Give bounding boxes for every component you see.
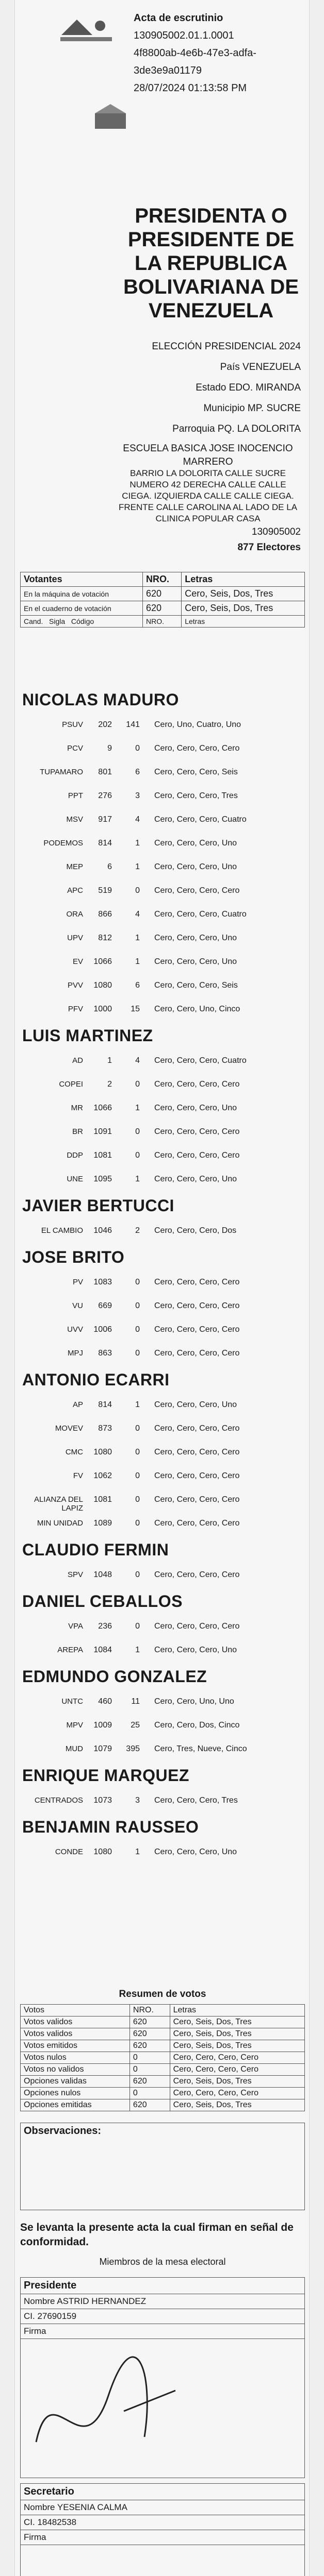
res-text: Cero, Cero, Cero, Cero bbox=[170, 2052, 304, 2064]
party-votes: 0 bbox=[135, 1080, 140, 1089]
res-h1: Votos bbox=[21, 2005, 130, 2016]
party-votes: 0 bbox=[135, 1448, 140, 1456]
cne-logo bbox=[56, 14, 118, 45]
res-num: 620 bbox=[129, 2076, 170, 2088]
resumen-row bbox=[21, 2088, 305, 2099]
party-row bbox=[15, 785, 310, 810]
party-votes: 15 bbox=[131, 1005, 140, 1013]
candidate-name: CLAUDIO FERMIN bbox=[22, 1540, 169, 1559]
res-num: 620 bbox=[129, 2028, 170, 2040]
party-votes-text: Cero, Cero, Cero, Cero bbox=[154, 1080, 240, 1089]
party-row bbox=[15, 1513, 310, 1537]
party-sigla: VPA bbox=[68, 1622, 83, 1631]
acta-id-line1: 130905002.01.1.0001 bbox=[134, 30, 234, 41]
party-votes-text: Cero, Cero, Cero, Cero bbox=[154, 1349, 240, 1358]
col-nro: NRO. bbox=[142, 572, 181, 587]
res-text: Cero, Seis, Dos, Tres bbox=[170, 2099, 304, 2111]
res-num: 0 bbox=[129, 2052, 170, 2064]
member-block bbox=[20, 2277, 305, 2478]
resumen-row bbox=[21, 2028, 305, 2040]
member-role: Presidente bbox=[20, 2277, 305, 2294]
sub-letras: Letras bbox=[182, 616, 305, 628]
acta-datetime: 28/07/2024 01:13:58 PM bbox=[134, 82, 247, 94]
candidate-name: EDMUNDO GONZALEZ bbox=[22, 1667, 207, 1686]
party-votes: 4 bbox=[135, 1056, 140, 1065]
party-row bbox=[15, 1738, 310, 1763]
col-letras: Letras bbox=[182, 572, 305, 587]
party-sigla: MEP bbox=[66, 862, 83, 871]
party-votes: 0 bbox=[135, 1424, 140, 1433]
res-text: Cero, Seis, Dos, Tres bbox=[170, 2016, 304, 2028]
party-code: 1080 bbox=[93, 981, 112, 990]
party-row bbox=[15, 1489, 310, 1514]
party-row bbox=[15, 1097, 310, 1122]
signature-scribble bbox=[21, 2339, 304, 2478]
party-sigla: PCV bbox=[67, 744, 83, 753]
party-row bbox=[15, 1050, 310, 1075]
party-row bbox=[15, 1564, 310, 1589]
member-name: Nombre ASTRID HERNANDEZ bbox=[20, 2294, 305, 2309]
party-votes-text: Cero, Cero, Cero, Cuatro bbox=[154, 910, 247, 919]
party-code: 276 bbox=[98, 791, 112, 800]
party-votes-text: Cero, Cero, Cero, Seis bbox=[154, 981, 238, 990]
party-row bbox=[15, 1691, 310, 1716]
party-votes: 0 bbox=[135, 1570, 140, 1579]
party-votes: 2 bbox=[135, 1226, 140, 1235]
party-code: 801 bbox=[98, 768, 112, 776]
party-row bbox=[15, 1442, 310, 1466]
estado: Estado EDO. MIRANDA bbox=[196, 382, 301, 393]
party-votes-text: Cero, Cero, Dos, Cinco bbox=[154, 1721, 240, 1730]
party-votes-text: Cero, Cero, Cero, Cero bbox=[154, 886, 240, 895]
res-num: 620 bbox=[129, 2099, 170, 2111]
party-code: 1080 bbox=[93, 1448, 112, 1456]
escuela: ESCUELA BASICA JOSE INOCENCIO MARRERO bbox=[123, 443, 293, 467]
acta-id-line3: 3de3e9a01179 bbox=[134, 65, 202, 76]
res-text: Cero, Seis, Dos, Tres bbox=[170, 2040, 304, 2052]
party-votes: 0 bbox=[135, 886, 140, 895]
party-votes-text: Cero, Cero, Cero, Cero bbox=[154, 1127, 240, 1136]
party-code: 460 bbox=[98, 1697, 112, 1706]
party-row bbox=[15, 714, 310, 739]
party-sigla: PV bbox=[72, 1278, 83, 1286]
resumen-title: Resumen de votos bbox=[119, 1989, 206, 1999]
party-votes: 1 bbox=[135, 1175, 140, 1183]
party-sigla: PODEMOS bbox=[43, 839, 83, 848]
party-votes-text: Cero, Cero, Cero, Uno bbox=[154, 1646, 237, 1654]
res-num: 620 bbox=[129, 2040, 170, 2052]
party-sigla: AP bbox=[72, 1400, 83, 1409]
candidate-name: ANTONIO ECARRI bbox=[22, 1370, 170, 1389]
party-row bbox=[15, 1465, 310, 1490]
res-label: Votos validos bbox=[21, 2028, 130, 2040]
party-row bbox=[15, 880, 310, 905]
party-votes-text: Cero, Cero, Cero, Uno bbox=[154, 934, 237, 942]
party-votes: 0 bbox=[135, 1278, 140, 1286]
eleccion: ELECCIÓN PRESIDENCIAL 2024 bbox=[152, 341, 301, 352]
party-sigla: DDP bbox=[67, 1151, 83, 1160]
party-votes-text: Cero, Cero, Cero, Cero bbox=[154, 1570, 240, 1579]
party-sigla: MSV bbox=[66, 815, 83, 824]
electores: 877 Electores bbox=[237, 542, 301, 553]
party-code: 1048 bbox=[93, 1570, 112, 1579]
party-code: 1095 bbox=[93, 1175, 112, 1183]
codigo: 130905002 bbox=[251, 527, 301, 537]
candidate-name: JAVIER BERTUCCI bbox=[22, 1196, 174, 1215]
party-votes: 0 bbox=[135, 1325, 140, 1334]
res-text: Cero, Seis, Dos, Tres bbox=[170, 2028, 304, 2040]
miembros-title: Miembros de la mesa electoral bbox=[99, 2257, 226, 2267]
party-votes: 0 bbox=[135, 1519, 140, 1528]
party-code: 1066 bbox=[93, 1104, 112, 1112]
party-row bbox=[15, 738, 310, 762]
party-row bbox=[15, 809, 310, 834]
party-row bbox=[15, 975, 310, 999]
party-code: 669 bbox=[98, 1301, 112, 1310]
party-votes: 1 bbox=[135, 934, 140, 942]
party-sigla: BR bbox=[72, 1127, 83, 1136]
pais: País VENEZUELA bbox=[220, 362, 301, 372]
acta-id-block bbox=[134, 9, 299, 97]
party-row bbox=[15, 1145, 310, 1170]
party-votes: 4 bbox=[135, 815, 140, 824]
sub-nro: NRO. bbox=[142, 616, 181, 628]
parroquia: Parroquia PQ. LA DOLORITA bbox=[172, 423, 301, 434]
party-votes: 1 bbox=[135, 957, 140, 966]
party-sigla: FV bbox=[73, 1471, 83, 1480]
member-role: Secretario bbox=[20, 2483, 305, 2500]
party-votes-text: Cero, Cero, Cero, Cero bbox=[154, 1448, 240, 1456]
candidate-name: LUIS MARTINEZ bbox=[22, 1026, 153, 1045]
party-sigla: EL CAMBIO bbox=[41, 1226, 83, 1235]
party-row bbox=[15, 1220, 310, 1245]
party-code: 1066 bbox=[93, 957, 112, 966]
observaciones-box[interactable] bbox=[20, 2123, 305, 2210]
res-num: 0 bbox=[129, 2088, 170, 2099]
party-code: 1000 bbox=[93, 1005, 112, 1013]
party-sigla: ALIANZA DEL LAPIZ bbox=[34, 1495, 83, 1513]
res-num: 620 bbox=[129, 2016, 170, 2028]
party-code: 6 bbox=[107, 862, 112, 871]
party-code: 814 bbox=[98, 1400, 112, 1409]
resumen-row bbox=[21, 2064, 305, 2076]
party-code: 1073 bbox=[93, 1796, 112, 1805]
party-votes-text: Cero, Cero, Cero, Cero bbox=[154, 1424, 240, 1433]
party-votes: 1 bbox=[135, 862, 140, 871]
direccion: BARRIO LA DOLORITA CALLE SUCRE NUMERO 42 DERECHA CALLE CALLE CIEGA. IZQUIERDA CALLE CALLE CIEGA. FRENTE CALLE CAROLINA AL LADO DE LA CLINICA POPULAR CASA bbox=[118, 468, 298, 523]
party-sigla: MOVEV bbox=[55, 1424, 83, 1433]
party-sigla: ORA bbox=[66, 910, 83, 919]
party-sigla: UNTC bbox=[61, 1697, 83, 1706]
sub-codigo: Código bbox=[71, 617, 94, 625]
votantes-table bbox=[20, 572, 305, 628]
party-code: 9 bbox=[107, 744, 112, 753]
member-ci: CI. 27690159 bbox=[20, 2309, 305, 2324]
party-code: 1046 bbox=[93, 1226, 112, 1235]
cuaderno-label: En el cuaderno de votación bbox=[21, 601, 143, 616]
party-sigla: MPJ bbox=[68, 1349, 83, 1358]
party-row bbox=[15, 1121, 310, 1146]
party-votes-text: Cero, Cero, Cero, Cero bbox=[154, 1495, 240, 1504]
party-votes: 0 bbox=[135, 1151, 140, 1160]
party-row bbox=[15, 1295, 310, 1320]
party-sigla: EV bbox=[72, 957, 83, 966]
municipio: Municipio MP. SUCRE bbox=[203, 403, 301, 414]
party-votes: 1 bbox=[135, 1848, 140, 1856]
party-code: 866 bbox=[98, 910, 112, 919]
party-votes-text: Cero, Cero, Cero, Cero bbox=[154, 1519, 240, 1528]
party-votes-text: Cero, Cero, Uno, Uno bbox=[154, 1697, 234, 1706]
candidate-name: ENRIQUE MARQUEZ bbox=[22, 1766, 189, 1785]
party-sigla: COPEI bbox=[59, 1080, 83, 1089]
party-code: 1009 bbox=[93, 1721, 112, 1730]
party-votes: 3 bbox=[135, 791, 140, 800]
party-votes-text: Cero, Cero, Uno, Cinco bbox=[154, 1005, 240, 1013]
party-row bbox=[15, 1418, 310, 1443]
res-text: Cero, Cero, Cero, Cero bbox=[170, 2088, 304, 2099]
party-sigla: VU bbox=[72, 1301, 83, 1310]
res-label: Votos validos bbox=[21, 2016, 130, 2028]
party-code: 1080 bbox=[93, 1848, 112, 1856]
party-votes-text: Cero, Cero, Cero, Dos bbox=[154, 1226, 237, 1235]
party-votes: 1 bbox=[135, 1104, 140, 1112]
candidate-name: JOSE BRITO bbox=[22, 1248, 125, 1266]
party-sigla: SPV bbox=[67, 1570, 83, 1579]
party-code: 1089 bbox=[93, 1519, 112, 1528]
party-votes-text: Cero, Cero, Cero, Cero bbox=[154, 1151, 240, 1160]
party-votes-text: Cero, Cero, Cero, Uno bbox=[154, 862, 237, 871]
party-votes: 141 bbox=[126, 720, 140, 729]
party-sigla: UVV bbox=[67, 1325, 83, 1334]
party-row bbox=[15, 1319, 310, 1344]
party-row bbox=[15, 951, 310, 976]
party-votes: 11 bbox=[131, 1697, 140, 1706]
party-votes-text: Cero, Cero, Cero, Tres bbox=[154, 1796, 238, 1805]
party-row bbox=[15, 1616, 310, 1640]
party-votes-text: Cero, Cero, Cero, Cero bbox=[154, 1325, 240, 1334]
res-label: Opciones validas bbox=[21, 2076, 130, 2088]
party-code: 1091 bbox=[93, 1127, 112, 1136]
res-label: Votos emitidos bbox=[21, 2040, 130, 2052]
party-sigla: MR bbox=[71, 1104, 83, 1112]
resumen-row bbox=[21, 2076, 305, 2088]
party-votes-text: Cero, Tres, Nueve, Cinco bbox=[154, 1744, 247, 1753]
candidate-name: DANIEL CEBALLOS bbox=[22, 1592, 183, 1611]
party-sigla: UNE bbox=[67, 1175, 83, 1183]
page-title: PRESIDENTA O PRESIDENTE DE LA REPUBLICA BOLIVARIANA DE VENEZUELA bbox=[123, 205, 299, 322]
party-sigla: PPT bbox=[68, 791, 83, 800]
party-votes-text: Cero, Cero, Cero, Tres bbox=[154, 791, 238, 800]
cne-small-logo bbox=[92, 103, 128, 134]
party-row bbox=[15, 1168, 310, 1193]
party-sigla: MPV bbox=[66, 1721, 83, 1730]
party-row bbox=[15, 761, 310, 786]
party-votes-text: Cero, Cero, Cero, Uno bbox=[154, 1848, 237, 1856]
party-votes-text: Cero, Cero, Cero, Seis bbox=[154, 768, 238, 776]
party-votes-text: Cero, Cero, Cero, Uno bbox=[154, 1400, 237, 1409]
res-text: Cero, Cero, Cero, Cero bbox=[170, 2064, 304, 2076]
party-sigla: PFV bbox=[68, 1005, 83, 1013]
party-votes: 0 bbox=[135, 1622, 140, 1631]
signature-scribble bbox=[21, 2545, 304, 2576]
res-label: Opciones nulos bbox=[21, 2088, 130, 2099]
party-row bbox=[15, 1074, 310, 1098]
party-code: 1 bbox=[107, 1056, 112, 1065]
sub-cand: Cand. bbox=[24, 617, 43, 625]
maquina-text: Cero, Seis, Dos, Tres bbox=[182, 587, 305, 601]
party-votes: 0 bbox=[135, 744, 140, 753]
sub-sigla: Sigla bbox=[49, 617, 66, 625]
party-row bbox=[15, 1343, 310, 1367]
party-sigla: MIN UNIDAD bbox=[37, 1519, 83, 1528]
sub-header-left bbox=[21, 616, 143, 628]
party-code: 1083 bbox=[93, 1278, 112, 1286]
signature-box[interactable] bbox=[20, 2339, 305, 2478]
party-sigla: AREPA bbox=[57, 1646, 83, 1654]
party-code: 812 bbox=[98, 934, 112, 942]
res-h2: NRO. bbox=[129, 2005, 170, 2016]
party-row bbox=[15, 1715, 310, 1739]
party-row bbox=[15, 904, 310, 928]
res-text: Cero, Seis, Dos, Tres bbox=[170, 2076, 304, 2088]
party-votes: 0 bbox=[135, 1471, 140, 1480]
party-sigla: CMC bbox=[65, 1448, 83, 1456]
party-code: 1062 bbox=[93, 1471, 112, 1480]
party-code: 1006 bbox=[93, 1325, 112, 1334]
party-row bbox=[15, 1790, 310, 1815]
party-votes: 1 bbox=[135, 1646, 140, 1654]
party-votes-text: Cero, Cero, Cero, Cero bbox=[154, 1301, 240, 1310]
party-code: 1081 bbox=[93, 1151, 112, 1160]
party-code: 814 bbox=[98, 839, 112, 848]
party-code: 2 bbox=[107, 1080, 112, 1089]
party-votes-text: Cero, Cero, Cero, Cero bbox=[154, 744, 240, 753]
party-sigla: TUPAMARO bbox=[40, 768, 83, 776]
conformidad-note: Se levanta la presente acta la cual firman en señal de conformidad. bbox=[20, 2222, 294, 2248]
party-votes: 395 bbox=[126, 1744, 140, 1753]
party-votes-text: Cero, Cero, Cero, Cero bbox=[154, 1278, 240, 1286]
party-votes: 4 bbox=[135, 910, 140, 919]
member-name: Nombre YESENIA CALMA bbox=[20, 2500, 305, 2515]
party-votes-text: Cero, Cero, Cero, Uno bbox=[154, 1104, 237, 1112]
party-votes: 6 bbox=[135, 981, 140, 990]
party-sigla: UPV bbox=[67, 934, 83, 942]
party-sigla: APC bbox=[67, 886, 83, 895]
candidate-name: NICOLAS MADURO bbox=[22, 690, 179, 709]
party-votes-text: Cero, Cero, Cero, Cero bbox=[154, 1471, 240, 1480]
party-votes: 1 bbox=[135, 1400, 140, 1409]
party-votes: 3 bbox=[135, 1796, 140, 1805]
party-row bbox=[15, 1272, 310, 1296]
party-votes: 0 bbox=[135, 1301, 140, 1310]
party-row bbox=[15, 1639, 310, 1664]
maquina-num: 620 bbox=[142, 587, 181, 601]
party-votes-text: Cero, Cero, Cero, Uno bbox=[154, 957, 237, 966]
party-code: 917 bbox=[98, 815, 112, 824]
party-code: 236 bbox=[98, 1622, 112, 1631]
party-votes: 1 bbox=[135, 839, 140, 848]
resumen-table bbox=[20, 2004, 305, 2111]
candidate-name: BENJAMIN RAUSSEO bbox=[22, 1818, 199, 1836]
party-votes: 0 bbox=[135, 1495, 140, 1504]
resumen-row bbox=[21, 2040, 305, 2052]
party-votes: 0 bbox=[135, 1127, 140, 1136]
party-sigla: PSUV bbox=[62, 720, 83, 729]
party-code: 863 bbox=[98, 1349, 112, 1358]
party-votes: 6 bbox=[135, 768, 140, 776]
party-sigla: MUD bbox=[65, 1744, 83, 1753]
res-label: Votos no validos bbox=[21, 2064, 130, 2076]
party-votes-text: Cero, Cero, Cero, Cuatro bbox=[154, 815, 247, 824]
member-block bbox=[20, 2483, 305, 2576]
party-votes-text: Cero, Cero, Cero, Uno bbox=[154, 839, 237, 848]
acta-sheet bbox=[14, 0, 310, 2576]
member-firma-label: Firma bbox=[20, 2530, 305, 2545]
observaciones-label: Observaciones: bbox=[24, 2125, 102, 2137]
party-votes-text: Cero, Cero, Cero, Uno bbox=[154, 1175, 237, 1183]
party-votes-text: Cero, Uno, Cuatro, Uno bbox=[154, 720, 241, 729]
resumen-row bbox=[21, 2099, 305, 2111]
res-label: Votos nulos bbox=[21, 2052, 130, 2064]
party-votes-text: Cero, Cero, Cero, Cero bbox=[154, 1622, 240, 1631]
party-row bbox=[15, 833, 310, 857]
member-ci: CI. 18482538 bbox=[20, 2515, 305, 2530]
party-code: 1084 bbox=[93, 1646, 112, 1654]
party-row bbox=[15, 856, 310, 881]
member-firma-label: Firma bbox=[20, 2324, 305, 2339]
acta-id-line2: 4f8800ab-4e6b-47e3-adfa- bbox=[134, 47, 256, 59]
cuaderno-num: 620 bbox=[142, 601, 181, 616]
party-row bbox=[15, 1394, 310, 1419]
res-h3: Letras bbox=[170, 2005, 304, 2016]
res-label: Opciones emitidas bbox=[21, 2099, 130, 2111]
signature-box[interactable] bbox=[20, 2545, 305, 2576]
acta-heading: Acta de escrutinio bbox=[134, 12, 223, 24]
resumen-row bbox=[21, 2052, 305, 2064]
maquina-label: En la máquina de votación bbox=[21, 587, 143, 601]
col-votantes: Votantes bbox=[21, 572, 143, 587]
res-num: 0 bbox=[129, 2064, 170, 2076]
cuaderno-text: Cero, Seis, Dos, Tres bbox=[182, 601, 305, 616]
party-code: 873 bbox=[98, 1424, 112, 1433]
party-votes: 25 bbox=[131, 1721, 140, 1730]
party-code: 1081 bbox=[93, 1495, 112, 1504]
party-row bbox=[15, 998, 310, 1023]
party-code: 1079 bbox=[93, 1744, 112, 1753]
party-sigla: AD bbox=[72, 1056, 83, 1065]
party-code: 519 bbox=[98, 886, 112, 895]
party-row bbox=[15, 927, 310, 952]
party-votes-text: Cero, Cero, Cero, Cuatro bbox=[154, 1056, 247, 1065]
party-sigla: CENTRADOS bbox=[34, 1796, 83, 1805]
party-sigla: PVV bbox=[67, 981, 83, 990]
party-votes: 0 bbox=[135, 1349, 140, 1358]
party-row bbox=[15, 1841, 310, 1866]
acta-header bbox=[15, 0, 310, 553]
party-code: 202 bbox=[98, 720, 112, 729]
party-sigla: CONDE bbox=[55, 1848, 83, 1856]
resumen-row bbox=[21, 2016, 305, 2028]
